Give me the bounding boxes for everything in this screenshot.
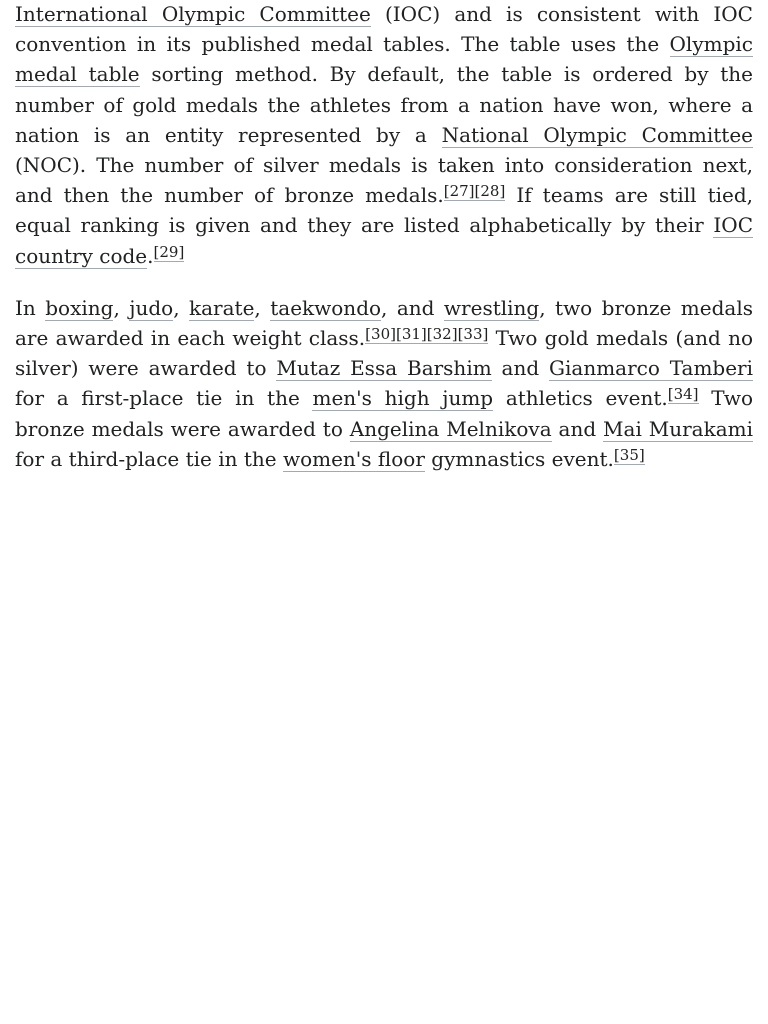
citation-29[interactable]: [29] bbox=[153, 242, 185, 261]
citation-group bbox=[614, 446, 645, 465]
paragraph-ties-and-bronze bbox=[15, 293, 753, 474]
paragraph-text: Two bronze medals were awarded to bbox=[15, 386, 754, 441]
article-body bbox=[0, 0, 768, 474]
citation-group bbox=[668, 385, 699, 404]
paragraph-text: (NOC). The number of silver medals is taken into consideration next, and then the number of bronze medals. bbox=[15, 153, 753, 208]
link-olympic-medal-table[interactable]: Olympic medal table bbox=[15, 32, 753, 87]
link-international-olympic-committee[interactable]: International Olympic Committee bbox=[15, 2, 371, 26]
paragraph-text: , bbox=[113, 295, 130, 320]
paragraph-text: sorting method. By default, the table is ordered by the number of gold medals the athletes from a nation have won, where a nation is an entity represented by a bbox=[15, 62, 753, 147]
paragraph-text: and bbox=[491, 356, 550, 381]
link-mai-murakami[interactable]: Mai Murakami bbox=[603, 416, 753, 441]
citation-35[interactable]: [35] bbox=[613, 445, 645, 464]
link-judo[interactable]: judo bbox=[129, 295, 174, 320]
paragraph-text: for a first-place tie in the bbox=[15, 386, 313, 411]
paragraph-text: (IOC) and is consistent with IOC convention in its published medal tables. The table uses the bbox=[15, 2, 753, 57]
link-gianmarco-tamberi[interactable]: Gianmarco Tamberi bbox=[549, 356, 754, 381]
paragraph-text: , and bbox=[381, 295, 444, 320]
paragraph-text: . bbox=[147, 243, 154, 268]
paragraph-text: for a third-place tie in the bbox=[15, 446, 283, 471]
link-womens-floor[interactable]: women's floor bbox=[282, 446, 425, 471]
citation-27[interactable]: [27] bbox=[443, 182, 475, 201]
citation-group bbox=[154, 243, 185, 262]
citation-group bbox=[365, 325, 488, 344]
citation-34[interactable]: [34] bbox=[667, 385, 699, 404]
link-wrestling[interactable]: wrestling bbox=[443, 295, 540, 320]
citation-group bbox=[444, 182, 506, 201]
link-karate[interactable]: karate bbox=[189, 295, 255, 320]
link-ioc-country-code[interactable]: IOC country code bbox=[15, 213, 753, 268]
paragraph-text: , two bronze medals are awarded in each weight class. bbox=[15, 295, 753, 351]
paragraph-ranking-method bbox=[15, 0, 753, 271]
paragraph-text: and bbox=[551, 416, 604, 441]
link-mens-high-jump[interactable]: men's high jump bbox=[312, 386, 494, 411]
paragraph-text: , bbox=[254, 295, 271, 320]
link-taekwondo[interactable]: taekwondo bbox=[270, 295, 382, 320]
citation-31[interactable]: [31] bbox=[395, 325, 427, 344]
link-boxing[interactable]: boxing bbox=[45, 295, 114, 320]
link-national-olympic-committee[interactable]: National Olympic Committee bbox=[441, 122, 754, 147]
paragraph-text: Two gold medals (and no silver) were awarded to bbox=[15, 326, 753, 381]
paragraph-text: athletics event. bbox=[493, 386, 668, 411]
paragraph-text: gymnastics event. bbox=[424, 446, 614, 471]
link-mutaz-essa-barshim[interactable]: Mutaz Essa Barshim bbox=[276, 356, 492, 381]
paragraph-text: If teams are still tied, equal ranking is given and they are listed alphabetically by their bbox=[15, 183, 753, 238]
citation-33[interactable]: [33] bbox=[457, 325, 489, 344]
citation-28[interactable]: [28] bbox=[474, 182, 506, 201]
link-angelina-melnikova[interactable]: Angelina Melnikova bbox=[349, 416, 552, 441]
citation-32[interactable]: [32] bbox=[426, 325, 458, 344]
paragraph-text: , bbox=[173, 295, 190, 320]
citation-30[interactable]: [30] bbox=[365, 325, 396, 344]
paragraph-text: In bbox=[15, 295, 46, 320]
